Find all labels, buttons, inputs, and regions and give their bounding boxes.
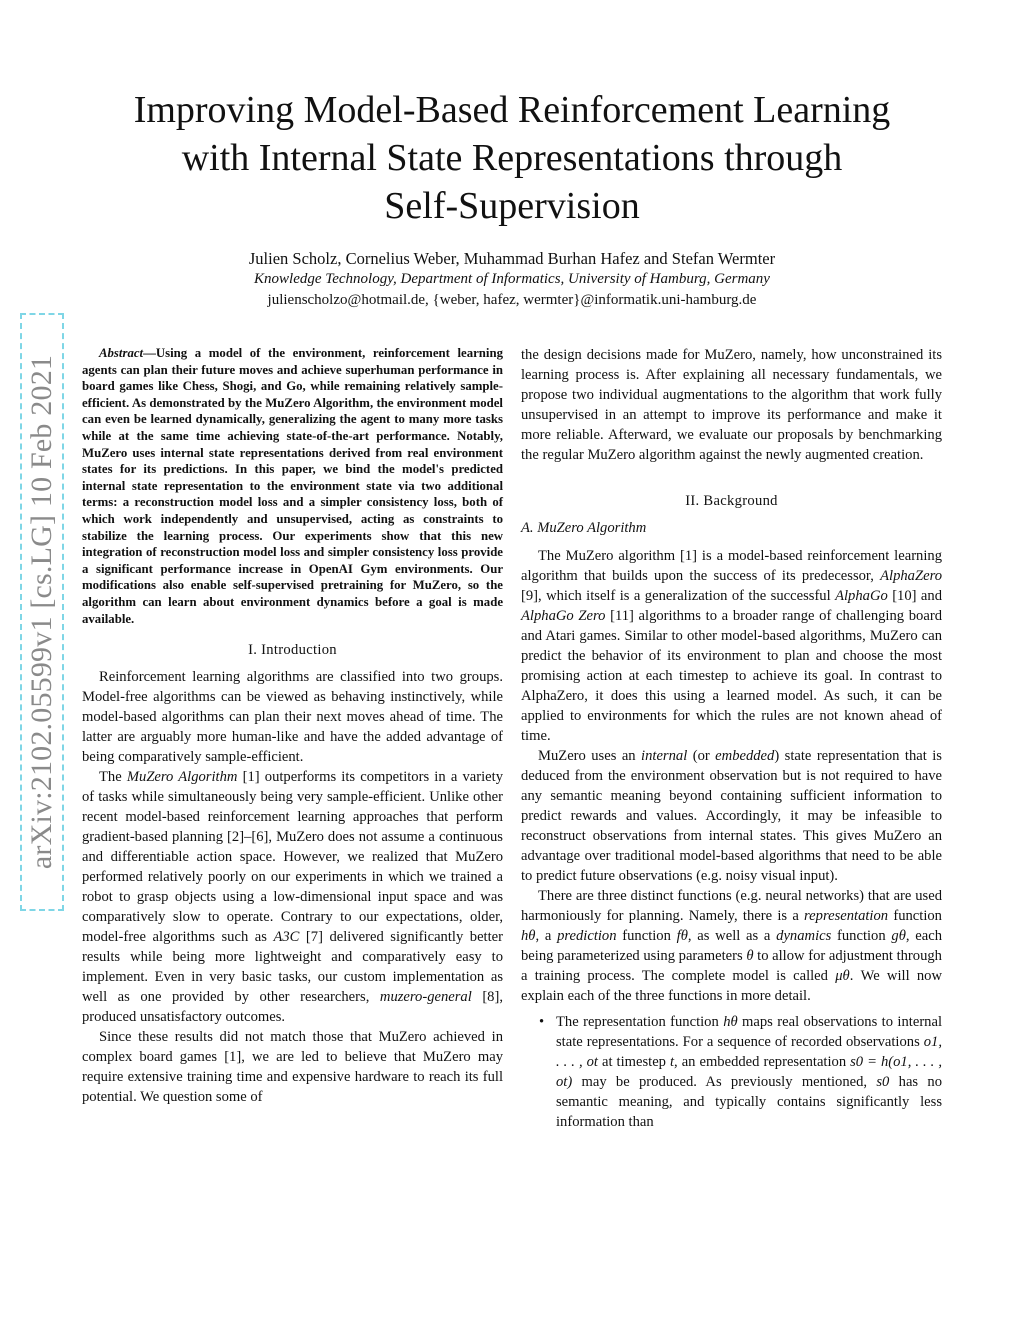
affiliation: Knowledge Technology, Department of Informatics, University of Hamburg, Germany xyxy=(254,271,770,287)
math: o1, . . . , ot xyxy=(556,1034,942,1070)
math: s0 xyxy=(876,1074,890,1090)
subsection-heading-muzero: A. MuZero Algorithm xyxy=(521,520,647,536)
text-run: , as well as a xyxy=(687,928,777,944)
text-run: [7] delivered significantly better results while being more lightweight and comparatively easy to implement. Even in very basic tasks, our custom implementation as well as one provided by other researchers, xyxy=(82,929,503,1006)
arxiv-id-text: arXiv:2102.05599v1 [cs.LG] 10 Feb 2021 xyxy=(25,354,58,870)
math: fθ xyxy=(676,928,688,944)
math: θ xyxy=(746,948,754,964)
text-run: MuZero uses an xyxy=(538,748,642,764)
paragraph xyxy=(521,546,942,746)
left-column xyxy=(82,345,503,1107)
title-line: with Internal State Representations through xyxy=(181,137,843,179)
bullet-icon: • xyxy=(539,1014,545,1030)
text-run: has no semantic meaning, and typically contains significantly less information than xyxy=(556,1074,942,1130)
text-run: to allow for adjustment through a training process. The complete model is called xyxy=(521,948,942,984)
math: t xyxy=(669,1054,675,1070)
text-run: function xyxy=(616,928,677,944)
math: gθ xyxy=(891,928,906,944)
emphasis: muzero-general xyxy=(379,989,472,1006)
bullet-list xyxy=(521,1012,942,1132)
author-list: Julien Scholz, Cornelius Weber, Muhammad Burhan Hafez and Stefan Wermter xyxy=(248,249,776,268)
section-heading-background: II. Background xyxy=(685,493,778,509)
math: hθ xyxy=(521,928,536,944)
text-run: [10] and xyxy=(887,588,942,604)
text-run: at timestep xyxy=(597,1054,670,1070)
emphasis: internal xyxy=(641,748,688,764)
emphasis: A3C xyxy=(273,929,300,946)
paragraph: the design decisions made for MuZero, namely, how unconstrained its learning process is. After explaining all necessary fundamentals, we propose two individual augmentations to the algorithm that work fully unsupervised in an attempt to improve its performance and make it more reliable. Afterward, we evaluate our proposals by benchmarking the regular MuZero algorithm against the newly augmented creation. xyxy=(521,347,942,463)
paragraph xyxy=(82,767,503,1027)
text-run: [8], produced unsatisfactory outcomes. xyxy=(82,989,503,1026)
emphasis: AlphaGo xyxy=(835,588,888,604)
paragraph xyxy=(521,746,942,886)
text-run: [9], which itself is a generalization of the successful xyxy=(521,588,836,604)
text-run: ) state representation that is deduced from the environment observation but is not required to have any semantic meaning beyond containing sufficient information to predict rewards and values. Accordingly, it may be infeasible to reconstruct observations from internal states. This gives MuZero an advantage over traditional model-based algorithms that need to be able to predict future observations (e.g. noisy visual input). xyxy=(521,748,942,884)
section-heading-introduction: I. Introduction xyxy=(248,642,337,659)
text-run: [1] outperforms its competitors in a variety of tasks while simultaneously being very sample-efficient. Unlike other recent model-based reinforcement learning approaches that perform gradient-based planning [2]–[6], MuZero does not assume a continuous and differentiable action space. However, we realized that MuZero performed relatively poorly on our experiments in which we trained a robot to grasp objects using a low-dimensional input space and was comparatively slow to operate. Contrary to our expectations, older, model-free algorithms such as xyxy=(82,769,503,946)
paragraph: Since these results did not match those that MuZero achieved in complex board games [1], we are led to believe that MuZero may require extensive training time and expensive hardware to reach its full potential. We question some of xyxy=(82,1029,503,1106)
text-run: may be produced. As previously mentioned, xyxy=(572,1074,877,1090)
math: s0 = h(o1, . . . , ot) xyxy=(556,1054,942,1090)
paragraph xyxy=(521,886,942,1006)
text-run: , a xyxy=(535,928,558,944)
text-run: maps real observations to internal state representations. For a sequence of recorded observations xyxy=(556,1014,943,1050)
text-run: function xyxy=(831,928,892,944)
emphasis: AlphaZero xyxy=(880,568,942,584)
text-run: The representation function xyxy=(556,1014,724,1030)
emphasis: prediction xyxy=(557,928,617,944)
text-run: , each being parameterized using parameters xyxy=(521,928,942,964)
text-run: , an embedded representation xyxy=(674,1054,851,1070)
text-run: [11] algorithms to a broader range of challenging board and Atari games. Similar to other model-based algorithms, MuZero can predict the behavior of its environment to plan and choose the most promising action at each timestep to achieve its goal. In contrast to AlphaZero, it does this using a learned model. As such, it can be applied to environments for which the rules are not known ahead of time. xyxy=(521,608,942,744)
paragraph: Reinforcement learning algorithms are classified into two groups. Model-free algorithms can be viewed as behaving instinctively, while model-based algorithms can plan their next moves ahead of time. The latter are arguably more human-like and have the added advantage of being comparatively sample-efficient. xyxy=(82,669,503,766)
author-emails: julienscholzo@hotmail.de, {weber, hafez, wermter}@informatik.uni-hamburg.de xyxy=(267,292,757,308)
abstract-label: Abstract xyxy=(99,346,144,360)
emphasis: dynamics xyxy=(776,928,832,944)
text-run: The xyxy=(99,769,127,786)
right-column xyxy=(521,345,942,1132)
list-item xyxy=(539,1012,943,1132)
arxiv-identifier-stamp xyxy=(20,313,64,911)
math: μθ xyxy=(835,968,850,984)
abstract xyxy=(82,345,503,627)
emphasis: AlphaGo Zero xyxy=(521,608,606,624)
text-run: The MuZero algorithm [1] is a model-based reinforcement learning algorithm that builds upon the success of its predecessor, xyxy=(521,548,942,584)
text-run: . We will now explain each of the three functions in more detail. xyxy=(521,968,943,1004)
emphasis: representation xyxy=(804,908,889,924)
emphasis: MuZero Algorithm xyxy=(126,769,238,786)
text-run: function xyxy=(888,908,942,924)
math: hθ xyxy=(723,1014,738,1030)
emphasis: embedded xyxy=(715,748,775,764)
title-line: Improving Model-Based Reinforcement Learning xyxy=(133,89,891,131)
text-run: There are three distinct functions (e.g. neural networks) that are used harmoniously for planning. Namely, there is a xyxy=(521,888,942,924)
abstract-text: Using a model of the environment, reinforcement learning agents can plan their future moves and achieve superhuman performance in board games like Chess, Shogi, and Go, while remaining relatively sample-efficient. As demonstrated by the MuZero Algorithm, the environment model can even be learned dynamically, generalizing the agent to many more tasks while at the same time achieving state-of-the-art performance. Notably, MuZero uses internal state representations derived from real environment states for its predictions. In this paper, we bind the model's predicted internal state representation to the environment state via two additional terms: a reconstruction model loss and a simpler consistency loss, both of which work independently and unsupervised, acting as constraints to stabilize the learning process. Our experiments show that this new integration of reconstruction model loss and simpler consistency loss provide a significant performance increase in OpenAI Gym environments. Our modifications also enable self-supervised pretraining for MuZero, so the algorithm can learn about environment dynamics before a goal is made available. xyxy=(82,346,503,626)
title-line: Self-Supervision xyxy=(384,185,640,227)
abstract-dash: — xyxy=(143,346,156,360)
text-run: (or xyxy=(687,748,716,764)
paper-title xyxy=(62,86,962,230)
